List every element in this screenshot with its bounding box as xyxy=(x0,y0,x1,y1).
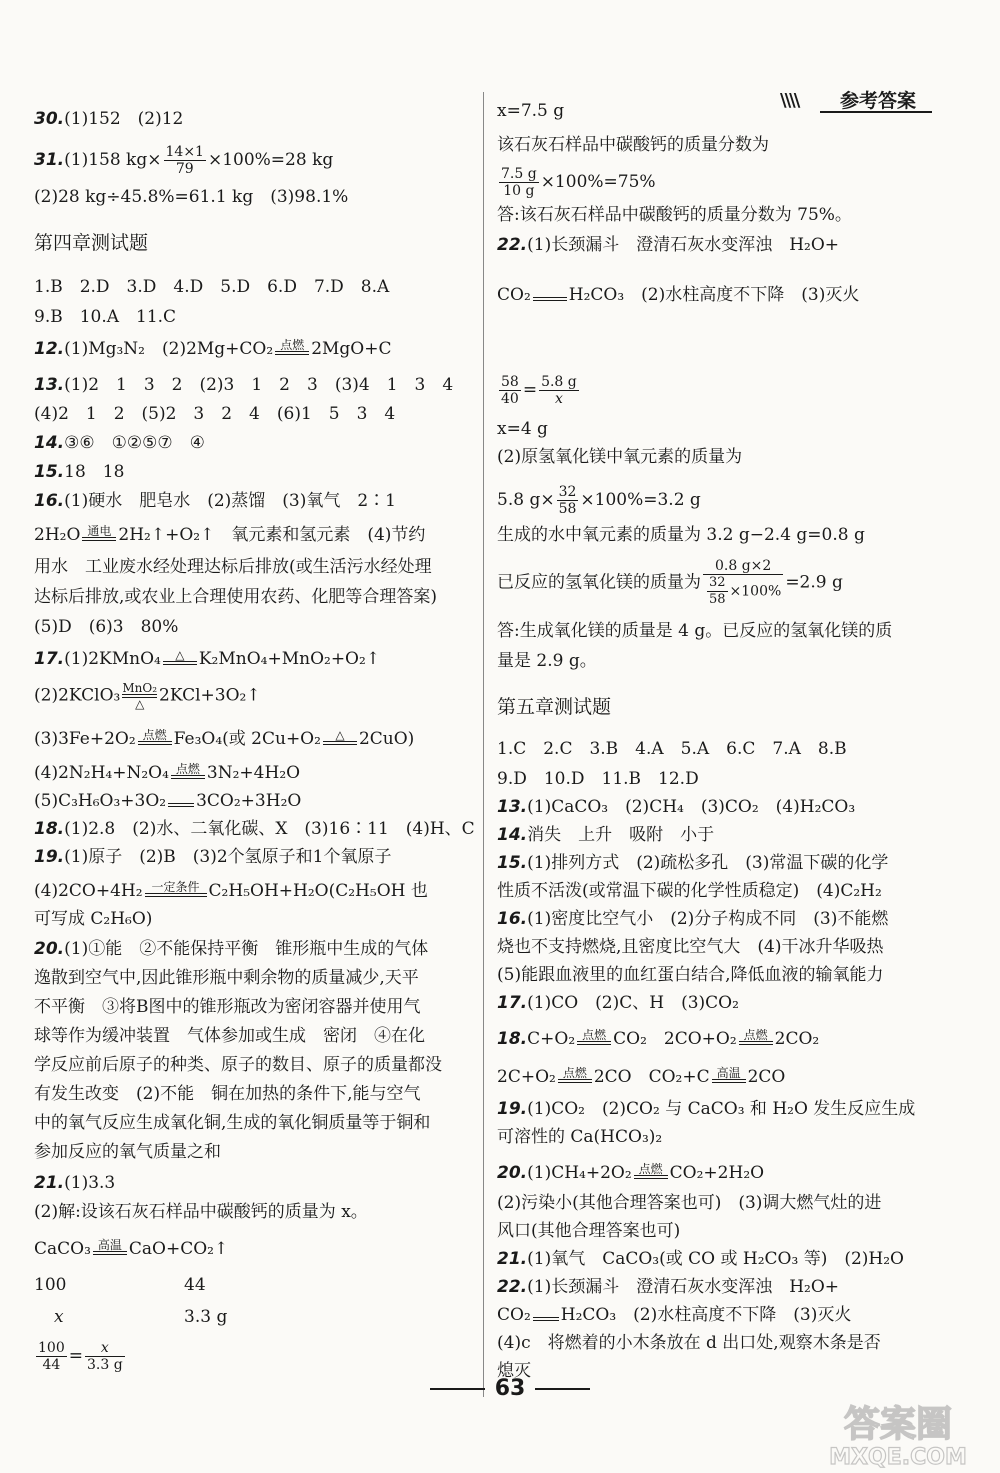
answer-19-line3: 可写成 C₂H₆O) xyxy=(34,909,153,929)
mc-answers-5-row1: 1.C 2.C 3.B 4.A 5.A 6.C 7.A 8.B xyxy=(497,739,847,759)
answer-17-line1: 17.(1)2KMnO₄ △ K₂MnO₄+MnO₂+O₂↑ xyxy=(34,648,381,669)
answer-22-reacted-mass: 已反应的氢氧化镁的质量为 0.8 g×2 $\frac{32}{58}$ ×100% =2.9 g xyxy=(497,558,843,607)
reaction-arrow: 点燃 xyxy=(577,1029,611,1050)
answer-20-line4: 球等作为缓冲装置 气体参加或生成 密闭 ④在化 xyxy=(34,1026,425,1046)
answer-17-line5: (5)C₃H₆O₃+3O₂ 3CO₂+3H₂O xyxy=(34,791,302,811)
answer-16-line1: 16.(1)硬水 肥皂水 (2)蒸馏 (3)氧气 2∶1 xyxy=(34,491,396,511)
watermark-top-text: 答案圈 xyxy=(843,1404,953,1445)
answer-31-part2: (2)28 kg÷45.8%=61.1 kg (3)98.1% xyxy=(34,187,349,207)
answer-14: 14.③⑥ ①②⑤⑦ ④ xyxy=(34,433,205,453)
answer-5-20-line3: 风口(其他合理答案也可) xyxy=(497,1221,681,1241)
fraction: $\frac{58}{40}$ xyxy=(501,374,519,407)
header-slashes: \\\\ xyxy=(780,90,799,111)
reaction-arrow: 点燃 xyxy=(634,1163,668,1184)
reaction-arrow: 一定条件 xyxy=(145,881,207,902)
column-divider xyxy=(483,92,484,1397)
fraction: $\frac{x}{3.3 g}$ xyxy=(86,1340,123,1373)
answer-20-line1: 20.(1)①能 ②不能保持平衡 锥形瓶中生成的气体 xyxy=(34,939,429,959)
answer-20-line6: 有发生改变 (2)不能 铜在加热的条件下,能与空气 xyxy=(34,1084,421,1104)
reaction-arrow: 高温 xyxy=(93,1239,127,1260)
answer-5-18-line1: 18.C+O₂ 点燃 CO₂ 2CO+O₂ 点燃 2CO₂ xyxy=(497,1028,820,1049)
answer-22-ratio2 xyxy=(497,344,625,366)
page-number: 63 xyxy=(494,1376,526,1401)
footer-decoration-left xyxy=(430,1388,485,1390)
answer-30: 30.(1)152 (2)12 xyxy=(34,109,184,129)
answer-22-oxygen-mass: 5.8 g× $\frac{32}{58}$ ×100%=3.2 g xyxy=(497,484,701,517)
answer-22-water-oxygen: 生成的水中氧元素的质量为 3.2 g−2.4 g=0.8 g xyxy=(497,525,865,545)
answer-5-19-line1: 19.(1)CO₂ (2)CO₂ 与 CaCO₃ 和 H₂O 发生反应生成 xyxy=(497,1099,916,1119)
reaction-arrow: 点燃 xyxy=(558,1067,592,1088)
answer-5-19-line2: 可溶性的 Ca(HCO₃)₂ xyxy=(497,1127,663,1147)
chapter-4-title: 第四章测试题 xyxy=(34,232,149,254)
fraction: $\frac{32}{58}$ xyxy=(558,484,577,517)
answer-5-14: 14.消失 上升 吸附 小于 xyxy=(497,825,715,845)
reaction-arrow xyxy=(533,297,567,306)
answer-21-line1: 21.(1)3.3 xyxy=(34,1173,116,1193)
answer-18: 18.(1)2.8 (2)水、二氧化碳、X (3)16∶11 (4)H、C xyxy=(34,819,475,839)
answer-5-21: 21.(1)氧气 CaCO₃(或 CO 或 H₂CO₃ 等) (2)H₂O xyxy=(497,1249,904,1269)
answer-20-line5: 学反应前后原子的种类、原子的数目、原子的质量都没 xyxy=(34,1055,442,1075)
mc-answers-4-row1: 1.B 2.D 3.D 4.D 5.D 6.D 7.D 8.A xyxy=(34,277,390,297)
answer-12: 12.(1)Mg₃N₂ (2)2Mg+CO₂ 点燃 2MgO+C xyxy=(34,338,392,359)
answer-22-line1: 22.(1)长颈漏斗 澄清石灰水变浑浊 H₂O+ xyxy=(497,235,840,255)
answer-5-15-line2: 性质不活泼(或常温下碳的化学性质稳定) (4)C₂H₂ xyxy=(497,881,882,901)
answer-31-part1: 31.(1)158 kg× $\frac{14\times 1}{79}$ ×100%=28 kg xyxy=(34,144,334,177)
fraction: $\frac{5.8 g}{x}$ xyxy=(541,374,577,407)
answer-22-x: x=4 g xyxy=(497,419,548,439)
reaction-arrow: 点燃 xyxy=(275,339,309,360)
right-line-mass-fraction: 该石灰石样品中碳酸钙的质量分数为 xyxy=(497,135,769,155)
chapter-5-title: 第五章测试题 xyxy=(497,696,612,718)
answer-22-conclusion1: 答:生成氧化镁的质量是 4 g。已反应的氢氧化镁的质 xyxy=(497,621,893,641)
answer-22-part2: (2)原氢氧化镁中氧元素的质量为 xyxy=(497,447,743,467)
reaction-arrow xyxy=(168,803,194,812)
answer-5-17: 17.(1)CO (2)C、H (3)CO₂ xyxy=(497,993,739,1013)
answer-17-line3: (3)3Fe+2O₂ 点燃 Fe₃O₄(或 2Cu+O₂ △ 2CuO) xyxy=(34,728,415,749)
reaction-arrow: 点燃 xyxy=(739,1029,773,1050)
answer-21-ratio1: 100 44 xyxy=(34,1275,206,1295)
answer-17-line2: (2)2KClO₃ MnO₂ △ 2KCl+3O₂↑ xyxy=(34,681,261,711)
answer-5-16-line1: 16.(1)密度比空气小 (2)分子构成不同 (3)不能燃 xyxy=(497,909,889,929)
answer-21-proportion: $\frac{100}{44}$ = $\frac{x}{3.3 g}$ xyxy=(38,1340,123,1373)
watermark-logo xyxy=(808,1396,988,1468)
answer-20-line2: 逸散到空气中,因此锥形瓶中剩余物的质量减少,天平 xyxy=(34,968,419,988)
answer-20-line8: 参加反应的氧气质量之和 xyxy=(34,1142,221,1162)
reaction-arrow: △ xyxy=(163,649,197,670)
answer-5-13: 13.(1)CaCO₃ (2)CH₄ (3)CO₂ (4)H₂CO₃ xyxy=(497,797,856,817)
answer-5-22-line3: (4)c 将燃着的小木条放在 d 出口处,观察木条是否 xyxy=(497,1333,881,1353)
reaction-arrow: 点燃 xyxy=(171,763,205,784)
header-title: 参考答案 xyxy=(840,90,917,112)
answer-13-line2: (4)2 1 2 (5)2 3 2 4 (6)1 5 3 4 xyxy=(34,404,396,424)
answer-5-20-line2: (2)污染小(其他合理答案也可) (3)调大燃气灶的进 xyxy=(497,1193,882,1213)
fraction: $\frac{100}{44}$ xyxy=(38,1340,65,1373)
answer-21-line2: (2)解:设该石灰石样品中碳酸钙的质量为 x。 xyxy=(34,1202,368,1222)
answer-16-line3: 用水 工业废水经处理达标后排放(或生活污水经处理 xyxy=(34,557,432,577)
reaction-arrow: 通电 xyxy=(82,525,116,546)
answer-22-proportion: $\frac{58}{40}$ = $\frac{5.8 g}{x}$ xyxy=(501,374,577,407)
fraction: $\frac{14\times 1}{79}$ xyxy=(165,144,204,177)
answer-19-line2: (4)2CO+4H₂ 一定条件 C₂H₅OH+H₂O(C₂H₅OH 也 xyxy=(34,880,428,901)
answer-16-line5: (5)D (6)3 80% xyxy=(34,617,179,637)
mc-answers-4-row2: 9.B 10.A 11.C xyxy=(34,307,177,327)
answer-5-22-line2: CO₂ H₂CO₃ (2)水柱高度不下降 (3)灭火 xyxy=(497,1305,852,1325)
watermark-bottom-text: MXQE.COM xyxy=(829,1445,967,1468)
answer-5-20-line1: 20.(1)CH₄+2O₂ 点燃 CO₂+2H₂O xyxy=(497,1162,765,1183)
footer-decoration-right xyxy=(535,1388,590,1390)
answer-5-22-line4: 熄灭 xyxy=(497,1361,531,1381)
answer-22-ratio1 xyxy=(497,314,623,336)
reaction-arrow: △ xyxy=(323,729,357,750)
answer-5-16-line3: (5)能跟血液里的血红蛋白结合,降低血液的输氧能力 xyxy=(497,965,884,985)
fraction: 0.8 g×2 $\frac{32}{58}$ ×100% xyxy=(703,558,783,608)
mc-answers-5-row2: 9.D 10.D 11.B 12.D xyxy=(497,769,699,789)
answer-21-equation: CaCO₃ 高温 CaO+CO₂↑ xyxy=(34,1238,229,1259)
answer-20-line7: 中的氧气反应生成氧化铜,生成的氧化铜质量等于铜和 xyxy=(34,1113,431,1133)
right-line-x: x=7.5 g xyxy=(497,101,565,121)
right-line-answer: 答:该石灰石样品中碳酸钙的质量分数为 75%。 xyxy=(497,205,852,225)
answer-17-line4: (4)2N₂H₄+N₂O₄ 点燃 3N₂+4H₂O xyxy=(34,762,301,783)
page-header xyxy=(780,86,940,112)
answer-5-16-line2: 烧也不支持燃烧,且密度比空气大 (4)干冰升华吸热 xyxy=(497,937,884,957)
answer-16-line4: 达标后排放,或农业上合理使用农药、化肥等合理答案) xyxy=(34,587,438,607)
reaction-arrow: 高温 xyxy=(712,1067,746,1088)
fraction: $\frac{7.5 g}{10 g}$ xyxy=(501,166,537,199)
answer-20-line3: 不平衡 ③将B图中的锥形瓶改为密闭容器并使用气 xyxy=(34,997,421,1017)
right-line-fraction-calc: $\frac{7.5 g}{10 g}$ ×100%=75% xyxy=(501,166,656,199)
page-footer xyxy=(430,1376,590,1406)
answer-13-line1: 13.(1)2 1 3 2 (2)3 1 2 3 (3)4 1 3 4 xyxy=(34,375,454,395)
answer-16-line2: 2H₂O 通电 2H₂↑+O₂↑ 氧元素和氢元素 (4)节约 xyxy=(34,524,426,545)
answer-15: 15.18 18 xyxy=(34,462,125,482)
reaction-arrow: 点燃 xyxy=(138,729,172,750)
reaction-arrow: MnO₂ △ xyxy=(122,681,158,711)
answer-22-conclusion2: 量是 2.9 g。 xyxy=(497,651,597,671)
answer-22-equation: CO₂ H₂CO₃ (2)水柱高度不下降 (3)灭火 xyxy=(497,285,860,305)
header-rule xyxy=(820,111,932,113)
answer-5-15-line1: 15.(1)排列方式 (2)疏松多孔 (3)常温下碳的化学 xyxy=(497,853,889,873)
reaction-arrow xyxy=(533,1317,559,1326)
answer-21-ratio2: x 3.3 g xyxy=(54,1307,228,1327)
answer-5-22-line1: 22.(1)长颈漏斗 澄清石灰水变浑浊 H₂O+ xyxy=(497,1277,840,1297)
answer-19-line1: 19.(1)原子 (2)B (3)2个氢原子和1个氧原子 xyxy=(34,847,392,867)
answer-5-18-line2: 2C+O₂ 点燃 2CO CO₂+C 高温 2CO xyxy=(497,1066,786,1087)
